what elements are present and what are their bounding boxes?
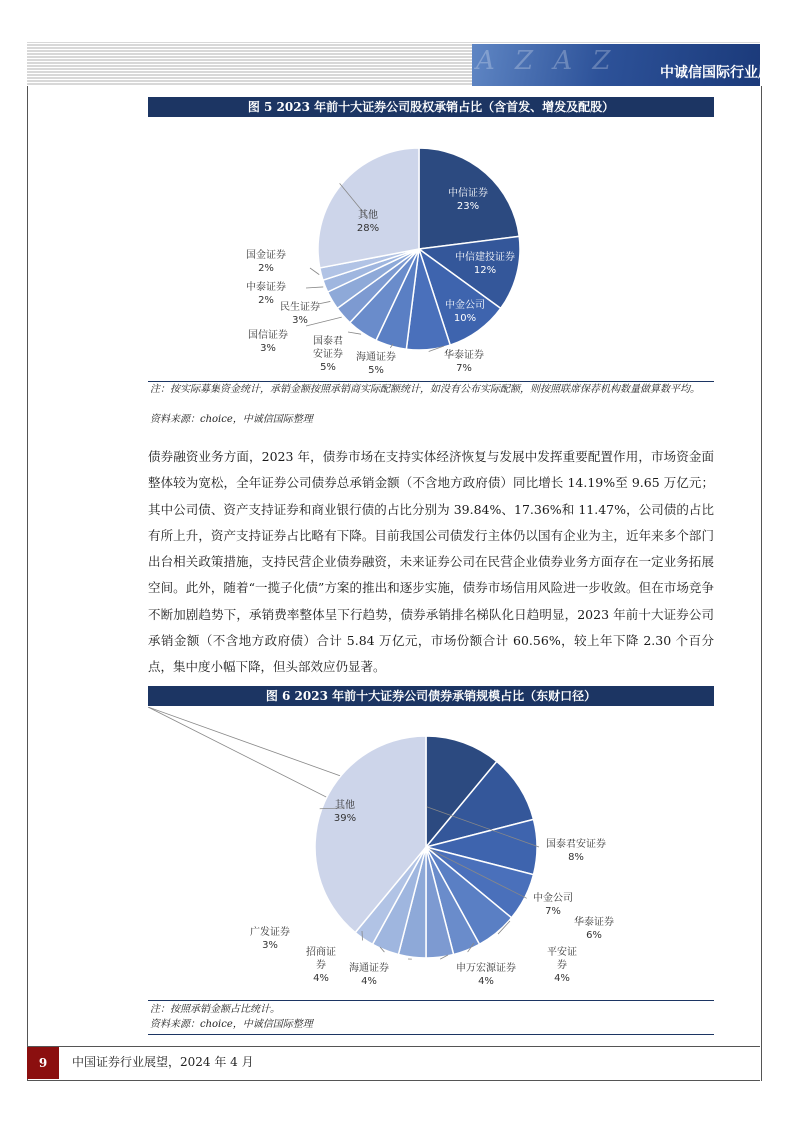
footer-text: 中国证券行业展望，2024 年 4 月	[72, 1055, 254, 1069]
figure5-title: 图 5 2023 年前十大证券公司股权承销占比（含首发、增发及配股）	[148, 97, 714, 117]
value-label-9: 2%	[258, 295, 274, 306]
category-label-9: 招商证	[306, 947, 336, 958]
value-label-8: 3%	[292, 315, 308, 326]
pie-slice-11	[318, 148, 419, 268]
category-label-7: 国信证券	[248, 330, 288, 341]
category-label-6: 国泰君	[313, 336, 343, 347]
body-paragraph: 债券融资业务方面，2023 年，债券市场在支持实体经济恢复与发展中发挥重要配置作用，市场资金面整体较为宽松，全年证券公司债券总承销金额（不含地方政府债）同比增长 14.19%至 9.65 万亿元；其中公司债、资产支持证券和商业银行债的占比分别为 39.84%、17.36%和 11.47%，公司债的占比有所上升，资产支持证券占比略有下降。目前我国公司债发行主体仍以国有企业为主，近年来多个部门出台相关政策措施，支持民营企业债券融资，未来证券公司在民营企业债券业务方面存在一定业务拓展空间。此外，随着“一揽子化债”方案的推出和逐步实施，债券市场信用风险进一步收敛。但在市场竞争不断加剧趋势下，承销费率整体呈下行趋势，债券承销排名梯队化日趋明显，2023 年前十大证券公司承销金额（不含地方政府债）合计 5.84 万亿元，市场份额合计 60.56%，较上年下降 2.30 个百分点，集中度小幅下降，但头部效应仍显著。	[148, 449, 714, 675]
value-label-2: 10%	[556, 787, 580, 798]
value-label-4: 7%	[456, 363, 472, 374]
category-label-8: 海通证券	[349, 963, 389, 974]
category-label-3: 中金公司	[445, 300, 485, 311]
value-label-11: 28%	[356, 223, 380, 234]
figure5-source: 资料来源：choice，中诚信国际整理	[150, 414, 313, 425]
category-label-8: 民生证券	[280, 302, 320, 313]
category-label-7: 申万宏源证券	[456, 963, 516, 974]
value-label-10: 2%	[258, 263, 274, 274]
value-label-1: 11%	[488, 730, 512, 741]
category-label-6: 平安证	[547, 947, 577, 958]
category-label-2: 中信建投证券	[538, 774, 598, 785]
category-label-2: 中信建投证券	[455, 252, 515, 263]
category-label-10: 国金证券	[246, 250, 286, 261]
value-label-7: 4%	[478, 976, 494, 987]
figure5-note: 注：按实际募集资金统计，承销金额按照承销商实际配额统计，如没有公布实际配额，则按照联席保荐机构数量做算数平均。	[150, 384, 700, 395]
value-label-5: 5%	[368, 365, 384, 376]
value-label-6: 5%	[320, 362, 336, 373]
category-label-9: 中泰证券	[246, 282, 286, 293]
category-label-5: 海通证券	[356, 352, 396, 363]
value-label-7: 3%	[260, 343, 276, 354]
value-label-5: 6%	[586, 930, 602, 941]
category-label-10: 广发证券	[250, 927, 290, 938]
category-label-1: 中信证券	[480, 717, 520, 728]
value-label-3: 10%	[453, 313, 477, 324]
category-label-11: 其他	[358, 210, 378, 221]
figure6-pie-chart	[148, 707, 714, 999]
leader-line-6	[348, 332, 361, 334]
figure5-pie-chart	[148, 118, 714, 380]
value-label-6: 4%	[554, 973, 570, 984]
category-label-11: 其他	[335, 800, 355, 811]
footer-bottom-rule	[27, 1080, 760, 1081]
leader-line-7	[306, 317, 342, 326]
value-label-11: 39%	[333, 813, 357, 824]
category-label-3: 国泰君安证券	[546, 839, 606, 850]
footer-top-rule	[27, 1046, 760, 1047]
category-label-4: 华泰证券	[444, 350, 484, 361]
category-label-1: 中信证券	[448, 188, 488, 199]
category-label-4: 中金公司	[533, 893, 573, 904]
value-label-2: 12%	[473, 265, 497, 276]
figure5-rule	[148, 381, 714, 382]
page-number: 9	[27, 1047, 59, 1079]
header-deco-letters: A Z A Z	[476, 46, 617, 76]
value-label-3: 8%	[568, 852, 584, 863]
category-label-9: 券	[316, 960, 326, 971]
value-label-9: 4%	[313, 973, 329, 984]
value-label-4: 7%	[545, 906, 561, 917]
value-label-8: 4%	[361, 976, 377, 987]
figure6-bottom-rule	[148, 1034, 714, 1035]
value-label-1: 23%	[456, 201, 480, 212]
figure6-source: 资料来源：choice，中诚信国际整理	[150, 1019, 313, 1030]
category-label-6: 券	[557, 960, 567, 971]
value-label-10: 3%	[262, 940, 278, 951]
figure6-rule	[148, 1000, 714, 1001]
category-label-6: 安证券	[313, 349, 343, 360]
category-label-5: 华泰证券	[574, 917, 614, 928]
leader-line-10	[310, 268, 319, 275]
figure6-title: 图 6 2023 年前十大证券公司债券承销规模占比（东财口径）	[148, 686, 714, 706]
header-title: 中诚信国际行业展望	[660, 65, 786, 81]
figure6-note: 注：按照承销金额占比统计。	[150, 1004, 280, 1015]
leader-line-9	[306, 287, 323, 288]
